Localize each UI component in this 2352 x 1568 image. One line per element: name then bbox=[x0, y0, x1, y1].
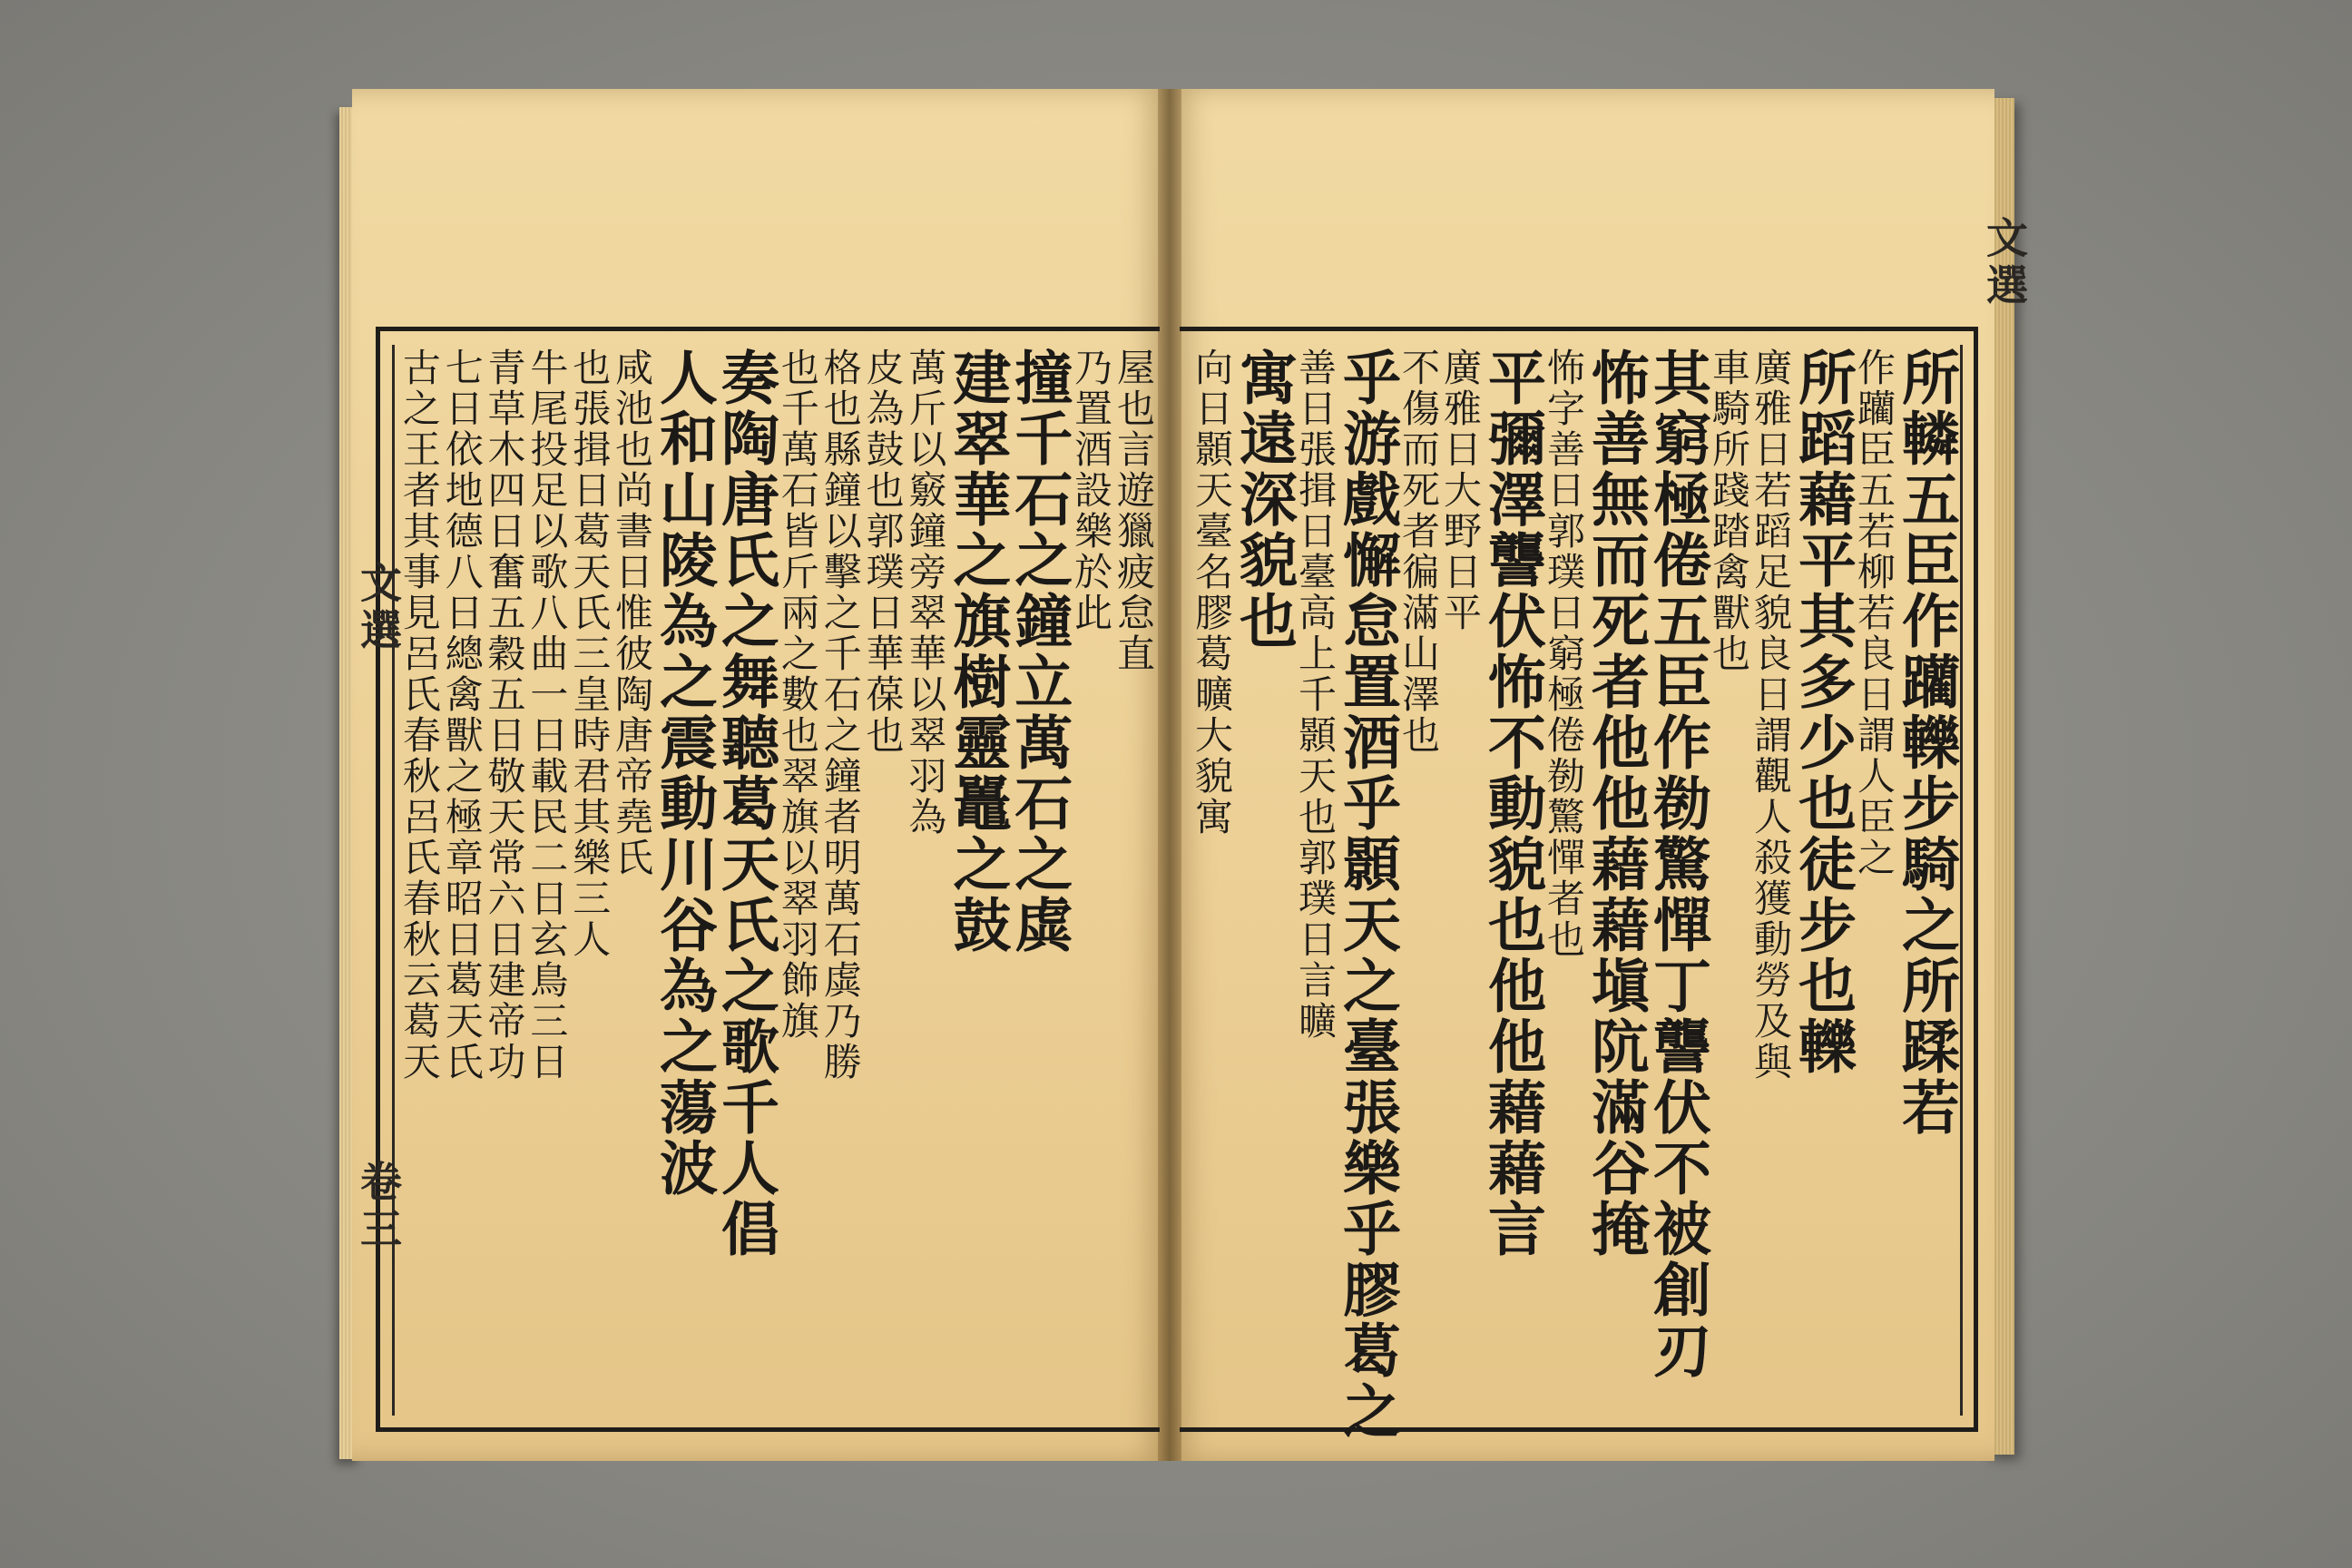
right-page-column-15: 向日顥天臺名膠葛曠大貌寓 bbox=[1190, 348, 1234, 838]
left-page-column-1: 屋也言遊獵疲怠直 bbox=[1112, 348, 1156, 674]
right-page-column-14: 寓遠深貌也 bbox=[1230, 348, 1298, 652]
left-page-column-10: 人和山陵為之震動川谷為之蕩波 bbox=[650, 348, 719, 1199]
right-page-column-3: 所蹈藉平其多少也徒步也轢 bbox=[1788, 348, 1857, 1077]
book-gutter bbox=[1158, 89, 1181, 1461]
left-margin-volume: 卷三 bbox=[354, 1160, 403, 1254]
left-page-column-4: 建翠華之旗樹靈鼉之鼓 bbox=[943, 348, 1012, 956]
left-page-column-3: 撞千石之鐘立萬石之虡 bbox=[1004, 348, 1073, 956]
right-page-column-10: 廣雅日大野日平 bbox=[1438, 348, 1483, 633]
right-page-column-1: 所轔五臣作躪轢步騎之所蹂若 bbox=[1892, 348, 1960, 1138]
left-page-column-9: 奏陶唐氏之舞聽葛天氏之歌千人倡 bbox=[711, 348, 780, 1259]
right-page-text bbox=[1190, 348, 1960, 1442]
left-page-column-8: 也千萬石皆斤兩之數也翠旗以翠羽飾旗 bbox=[775, 348, 820, 1042]
left-page-column-14: 青草木四日奮五穀五日敬天常六日建帝功 bbox=[482, 348, 527, 1083]
right-page-column-9: 平彌澤讋伏怖不動貌也他他藉藉言 bbox=[1478, 348, 1546, 1259]
left-page-column-12: 也張揖日葛天氏三皇時君其樂三人 bbox=[567, 348, 612, 960]
right-page-column-5: 車騎所踐踏禽獸也 bbox=[1707, 348, 1751, 674]
left-page-column-13: 牛尾投足以歌八曲一日載民二日玄鳥三日 bbox=[524, 348, 570, 1083]
left-page-column-15: 七日依地德八日總禽獸之極章昭日葛天氏 bbox=[439, 348, 485, 1083]
left-page-column-16: 古之王者其事見呂氏春秋呂氏春秋云葛天 bbox=[397, 348, 442, 1083]
right-page-column-6: 其窮極倦五臣作勌驚憚丁讋伏不被創刃 bbox=[1643, 348, 1711, 1381]
right-page-column-13: 善日張揖日臺高上千顥天也郭璞日言曠 bbox=[1293, 348, 1338, 1042]
right-page-column-2: 作躪臣五若柳若良日謂人臣之 bbox=[1852, 348, 1896, 878]
right-inner-rule bbox=[1960, 345, 1963, 1416]
right-page-column-4: 廣雅日若蹈足貌良日謂觀人殺獲動勞及與 bbox=[1749, 348, 1793, 1083]
left-page-column-2: 乃置酒設樂於此 bbox=[1069, 348, 1114, 633]
left-inner-rule bbox=[392, 345, 395, 1416]
right-page-column-7: 怖善無而死者他他藉藉塡阬滿谷掩 bbox=[1582, 348, 1650, 1259]
left-page-column-6: 皮為鼓也郭璞日華葆也 bbox=[860, 348, 906, 756]
right-page-column-8: 怖字善日郭璞日窮極倦勌驚憚者也 bbox=[1542, 348, 1586, 960]
open-book bbox=[352, 89, 2029, 1468]
left-page-column-7: 格也縣鐘以擊之千石之鐘者明萬石虡乃勝 bbox=[818, 348, 863, 1083]
right-margin-title: 文選 bbox=[1980, 216, 2029, 310]
left-page-column-11: 咸池也尚書日惟彼陶唐帝堯氏 bbox=[610, 348, 655, 878]
right-page-column-11: 不傷而死者徧滿山澤也 bbox=[1396, 348, 1441, 756]
left-margin-title: 文選 bbox=[354, 561, 403, 655]
left-page-text bbox=[397, 348, 1156, 1418]
left-page-column-5: 萬斤以竅鐘旁翠華以翠羽為 bbox=[903, 348, 948, 838]
right-page-column-12: 乎游戲懈怠置酒乎顥天之臺張樂乎膠葛之 bbox=[1333, 348, 1401, 1442]
